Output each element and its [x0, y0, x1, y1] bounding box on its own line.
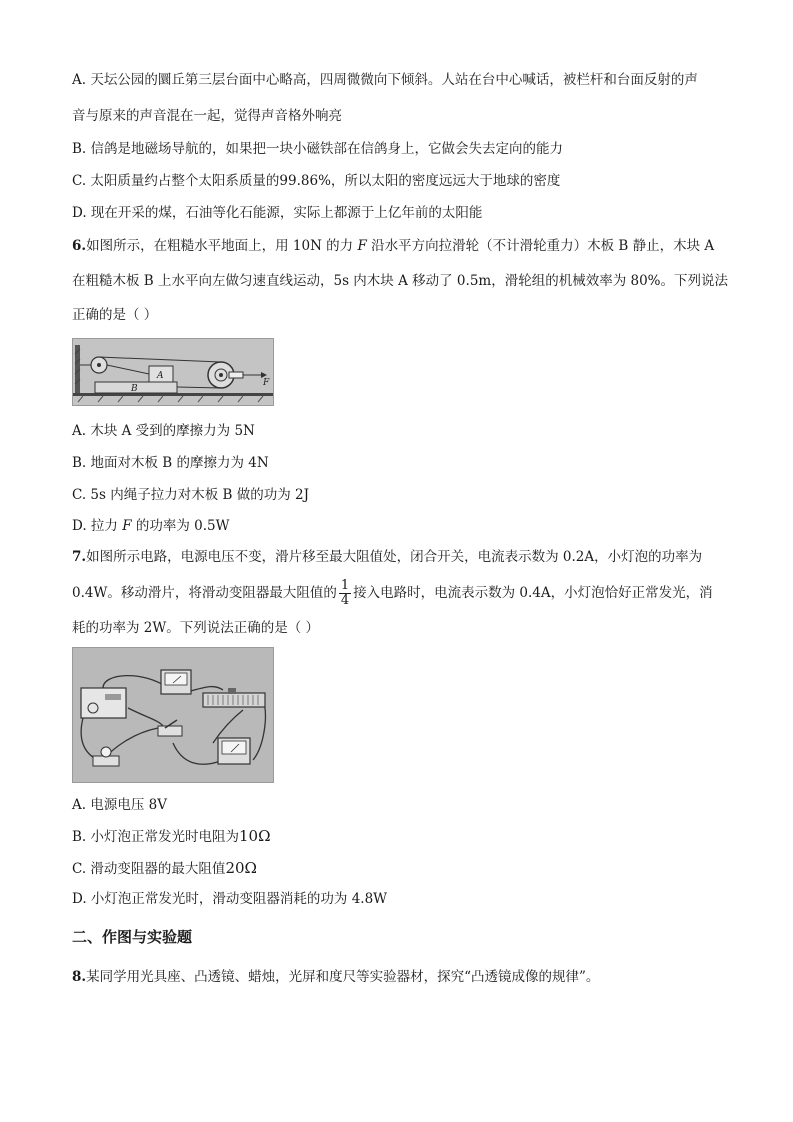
q7-stem-line3: 耗的功率为 2W。下列说法正确的是（ ）	[72, 620, 320, 636]
q6-option-c: C. 5s 内绳子拉力对木板 B 做的功为 2J	[72, 487, 310, 503]
q8-stem: 8.某同学用光具座、凸透镜、蜡烛，光屏和度尺等实验器材，探究“凸透镜成像的规律”。	[72, 969, 600, 985]
q6-option-d: D. 拉力 F 的功率为 0.5W	[72, 518, 230, 534]
q7-option-d: D. 小灯泡正常发光时，滑动变阻器消耗的功为 4.8W	[72, 891, 388, 907]
light-bulb	[101, 747, 111, 757]
force-f-label: F	[263, 378, 270, 388]
switch	[158, 726, 182, 736]
q6-stem-line1: 6.如图所示，在粗糙水平地面上，用 10N 的力 F 沿水平方向拉滑轮（不计滑轮重力）木板 B 静止，木块 A	[72, 238, 715, 254]
q7-option-c-value: 20Ω	[225, 859, 257, 877]
q7-option-b: B. 小灯泡正常发光时电阻为10Ω	[72, 827, 271, 845]
rheostat	[203, 693, 265, 707]
q7-number: 7.	[72, 549, 87, 565]
q5-option-b: B. 信鸽是地磁场导航的，如果把一块小磁铁部在信鸽身上，它做会失去定向的能力	[72, 141, 564, 157]
q6-option-a: A. 木块 A 受到的摩擦力为 5N	[72, 423, 255, 439]
pulley-diagram	[73, 339, 273, 405]
q5-option-d: D. 现在开采的煤，石油等化石能源，实际上都源于上亿年前的太阳能	[72, 205, 483, 221]
q5-option-a-line1: A. 天坛公园的圜丘第三层台面中心略高，四周微微向下倾斜。人站在台中心喊话，被栏杆和台面反射的声	[72, 72, 698, 88]
q6-pulley-figure	[72, 338, 274, 406]
circuit-diagram	[73, 648, 273, 782]
q6-stem-line3: 正确的是（ ）	[72, 307, 158, 323]
q7-option-c: C. 滑动变阻器的最大阻值20Ω	[72, 859, 257, 877]
power-supply	[81, 688, 126, 718]
section-heading: 二、作图与实验题	[72, 928, 193, 946]
q6-stem-line2: 在粗糙木板 B 上水平向左做匀速直线运动，5s 内木块 A 移动了 0.5m，滑轮组的机械效率为 80%。下列说法	[72, 273, 729, 289]
q5-option-a-line2: 音与原来的声音混在一起，觉得声音格外响亮	[72, 108, 342, 124]
q7-stem-line1: 7.如图所示电路，电源电压不变，滑片移至最大阻值处，闭合开关，电流表示数为 0.2A，小灯泡的功率为	[72, 549, 703, 565]
board-b-label: B	[131, 384, 138, 394]
q8-number: 8.	[72, 969, 87, 985]
fraction-one-quarter: $\frac{1}{4}$	[340, 578, 350, 608]
q6-number: 6.	[72, 238, 87, 254]
q5-option-c: C. 太阳质量约占整个太阳系质量的99.86%，所以太阳的密度远远大于地球的密度	[72, 173, 561, 189]
q7-stem-line2: 0.4W。移动滑片，将滑动变阻器最大阻值的 $\frac{1}{4}$ 接入电路时，电流表示数为 0.4A，小灯泡恰好正常发光，消	[72, 578, 713, 608]
block-a-label: A	[157, 371, 164, 381]
q7-option-b-value: 10Ω	[239, 827, 271, 845]
q7-option-a: A. 电源电压 8V	[72, 797, 167, 813]
q6-option-b: B. 地面对木板 B 的摩擦力为 4N	[72, 455, 269, 471]
q7-circuit-figure	[72, 647, 274, 783]
